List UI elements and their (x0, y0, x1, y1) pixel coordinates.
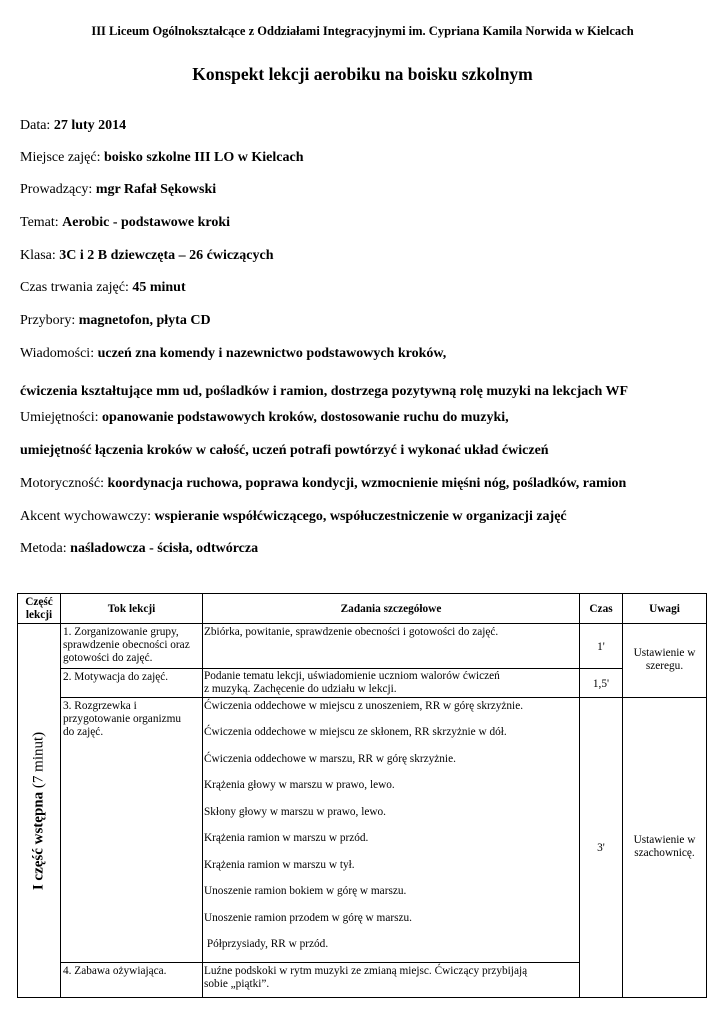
header-time: Czas (589, 603, 613, 615)
field-place (20, 150, 303, 166)
table-row-3-task-10: Półprzysiady, RR w przód. (204, 938, 329, 950)
field-topic (20, 215, 230, 231)
field-duration (20, 280, 186, 296)
field-knowledge-continued: ćwiczenia kształtujące mm ud, pośladków i ramion, dostrzega pozytywną rolę muzyki na lekcjach WF (20, 384, 629, 399)
table-row-3-flow: 3. Rozgrzewka i przygotowanie organizmu do zajęć. (63, 700, 182, 738)
table-row-3-task-1: Ćwiczenia oddechowe w miejscu z unoszeniem, RR w górę skrzyżnie. (204, 700, 524, 712)
row-divider (60, 668, 579, 669)
table-row-1-time: 1' (597, 641, 605, 653)
field-teacher-value: mgr Rafał Sękowski (95, 182, 217, 197)
row-divider (60, 962, 579, 963)
table-row-3-task-4: Krążenia głowy w marszu w prawo, lewo. (204, 779, 395, 791)
table-row-2-time: 1,5' (592, 678, 610, 690)
field-educational (20, 509, 567, 525)
table-row-4-flow: 4. Zabawa ożywiająca. (63, 965, 167, 977)
document-title: Konspekt lekcji aerobiku na boisku szkolnym (192, 64, 533, 84)
field-knowledge (20, 346, 446, 362)
field-teacher-label: Prowadzący: (20, 182, 93, 197)
table-row-3-time: 3' (597, 842, 605, 854)
field-educational-value: wspieranie współćwiczącego, współuczestniczenie w organizacji zajęć (154, 509, 567, 524)
table-row-3-task-7: Krążenia ramion w marszu w tył. (204, 859, 355, 871)
field-class-label: Klasa: (20, 248, 56, 263)
table-row-1-flow: 1. Zorganizowanie grupy, sprawdzenie obecności oraz gotowości do zajęć. (63, 626, 190, 664)
field-teacher (20, 182, 216, 198)
table-row-3-task-3: Ćwiczenia oddechowe w marszu, RR w górę skrzyżnie. (204, 753, 456, 765)
section-label (18, 624, 60, 997)
field-topic-label: Temat: (20, 215, 59, 230)
notes-group-1: Ustawienie w szeregu. (633, 647, 696, 672)
header-part-line1: Część (25, 596, 53, 608)
table-row-3-task-2: Ćwiczenia oddechowe w miejscu ze skłonem, RR skrzyżnie w dół. (204, 726, 507, 738)
field-duration-label: Czas trwania zajęć: (20, 280, 129, 295)
section-label-main: I część wstępna (30, 791, 47, 890)
field-equipment (20, 313, 211, 329)
column-divider (60, 594, 61, 997)
field-skills (20, 410, 509, 426)
field-skills-value: opanowanie podstawowych kroków, dostosowanie ruchu do muzyki, (102, 410, 509, 425)
table-row-4-task: Luźne podskoki w rytm muzyki ze zmianą miejsc. Ćwiczący przybijają sobie „piątki”. (204, 965, 528, 990)
header-part (18, 596, 60, 622)
field-knowledge-label: Wiadomości: (20, 346, 95, 361)
field-date (20, 118, 126, 134)
field-method-label: Metoda: (20, 541, 67, 556)
field-place-value: boisko szkolne III LO w Kielcach (103, 150, 304, 165)
field-topic-value: Aerobic - podstawowe kroki (62, 215, 231, 230)
section-label-sub: (7 minut) (30, 731, 47, 788)
header-divider (18, 623, 706, 624)
table-row-3-task-5: Skłony głowy w marszu w prawo, lewo. (204, 806, 386, 818)
field-motor-label: Motoryczność: (20, 476, 104, 491)
header-notes: Uwagi (649, 603, 680, 615)
table-row-1-task: Zbiórka, powitanie, sprawdzenie obecności i gotowości do zajęć. (204, 626, 499, 638)
column-divider (579, 594, 580, 997)
field-educational-label: Akcent wychowawczy: (20, 509, 152, 524)
school-name: III Liceum Ogólnokształcące z Oddziałami Integracyjnymi im. Cypriana Kamila Norwida w Kielcach (91, 24, 634, 38)
field-skills-continued: umiejętność łączenia kroków w całość, uczeń potrafi powtórzyć i wykonać układ ćwiczeń (20, 443, 549, 458)
field-method-value: naśladowcza - ścisła, odtwórcza (70, 541, 259, 556)
field-duration-value: 45 minut (132, 280, 186, 295)
table-row-3-task-9: Unoszenie ramion przodem w górę w marszu. (204, 912, 412, 924)
field-equipment-value: magnetofon, płyta CD (78, 313, 211, 328)
table-row-3-task-6: Krążenia ramion w marszu w przód. (204, 832, 369, 844)
field-knowledge-value: uczeń zna komendy i nazewnictwo podstawowych kroków, (97, 346, 447, 361)
field-place-label: Miejsce zajęć: (20, 150, 101, 165)
field-date-value: 27 luty 2014 (53, 118, 127, 133)
field-motor (20, 476, 626, 492)
header-part-line2: lekcji (25, 609, 53, 621)
field-class-value: 3C i 2 B dziewczęta – 26 ćwiczących (59, 248, 274, 263)
notes-group-2: Ustawienie w szachownicę. (633, 834, 696, 859)
table-row-2-flow: 2. Motywacja do zajęć. (63, 671, 169, 683)
header-flow: Tok lekcji (107, 603, 156, 615)
row-divider (579, 668, 622, 669)
table-row-3-task-8: Unoszenie ramion bokiem w górę w marszu. (204, 885, 407, 897)
table-row-2-task: Podanie tematu lekcji, uświadomienie uczniom walorów ćwiczeń z muzyką. Zachęcenie do udziału w lekcji. (204, 670, 500, 695)
lesson-table (17, 593, 707, 998)
field-class (20, 248, 273, 264)
column-divider (202, 594, 203, 997)
field-skills-label: Umiejętności: (20, 410, 99, 425)
field-method (20, 541, 258, 557)
header-tasks: Zadania szczegółowe (340, 603, 442, 615)
field-motor-value: koordynacja ruchowa, poprawa kondycji, wzmocnienie mięśni nóg, pośladków, ramion (107, 476, 627, 491)
field-date-label: Data: (20, 118, 51, 133)
field-equipment-label: Przybory: (20, 313, 76, 328)
row-divider (60, 697, 706, 698)
